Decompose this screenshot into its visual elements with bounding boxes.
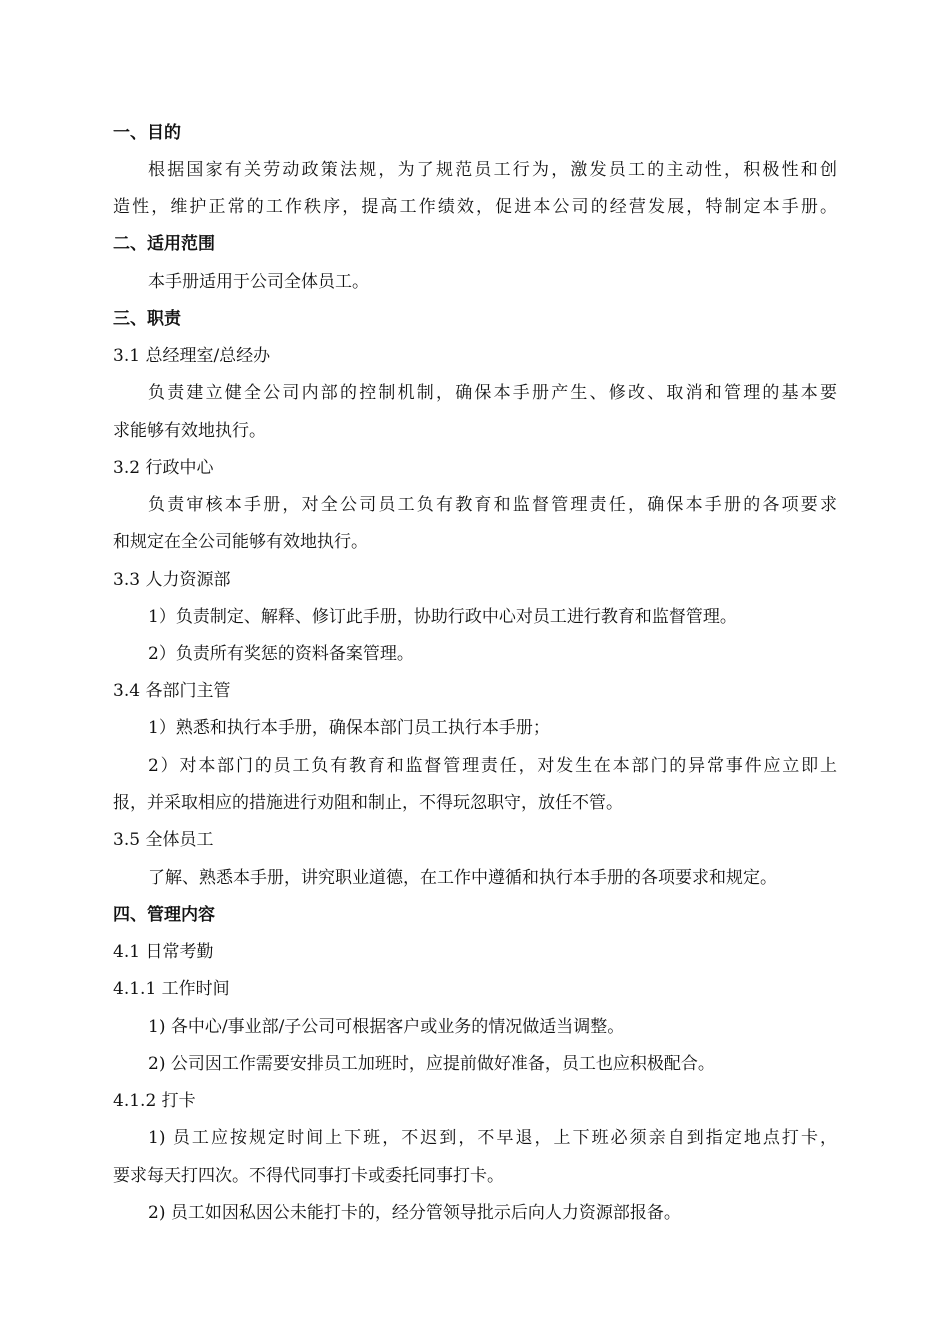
paragraph-line: 负责审核本手册，对全公司员工负有教育和监督管理责任，确保本手册的各项要求 bbox=[148, 495, 837, 515]
subsection-heading: 3.5 全体员工 bbox=[113, 830, 214, 850]
list-item: 2）对本部门的员工负有教育和监督管理责任，对发生在本部门的异常事件应立即上 bbox=[148, 756, 837, 776]
list-item: 2）负责所有奖惩的资料备案管理。 bbox=[148, 644, 414, 664]
list-item: 2) 公司因工作需要安排员工加班时，应提前做好准备，员工也应积极配合。 bbox=[148, 1054, 715, 1074]
paragraph-line: 和规定在全公司能够有效地执行。 bbox=[113, 532, 368, 552]
subsection-heading: 4.1.2 打卡 bbox=[113, 1091, 196, 1111]
section-heading-purpose: 一、目的 bbox=[113, 123, 181, 143]
list-item: 1) 各中心/事业部/子公司可根据客户或业务的情况做适当调整。 bbox=[148, 1017, 625, 1037]
subsection-heading: 4.1.1 工作时间 bbox=[113, 979, 230, 999]
list-item: 1）熟悉和执行本手册，确保本部门员工执行本手册； bbox=[148, 718, 550, 738]
list-item: 1) 员工应按规定时间上下班，不迟到，不早退，上下班必须亲自到指定地点打卡， bbox=[148, 1128, 837, 1148]
subsection-heading: 3.2 行政中心 bbox=[113, 458, 214, 478]
paragraph-line: 根据国家有关劳动政策法规，为了规范员工行为，激发员工的主动性，积极性和创 bbox=[148, 160, 837, 180]
paragraph-line: 求能够有效地执行。 bbox=[113, 421, 266, 441]
subsection-heading: 3.4 各部门主管 bbox=[113, 681, 231, 701]
section-heading-scope: 二、适用范围 bbox=[113, 234, 215, 254]
subsection-heading: 3.1 总经理室/总经办 bbox=[113, 346, 271, 366]
list-item-continuation: 报，并采取相应的措施进行劝阻和制止，不得玩忽职守，放任不管。 bbox=[113, 793, 623, 813]
subsection-heading: 4.1 日常考勤 bbox=[113, 942, 214, 962]
subsection-heading: 3.3 人力资源部 bbox=[113, 570, 231, 590]
paragraph-line: 造性，维护正常的工作秩序，提高工作绩效，促进本公司的经营发展，特制定本手册。 bbox=[113, 197, 837, 217]
list-item-continuation: 要求每天打四次。不得代同事打卡或委托同事打卡。 bbox=[113, 1166, 504, 1186]
list-item: 2) 员工如因私因公未能打卡的，经分管领导批示后向人力资源部报备。 bbox=[148, 1203, 681, 1223]
paragraph-line: 本手册适用于公司全体员工。 bbox=[148, 272, 369, 292]
paragraph-line: 负责建立健全公司内部的控制机制，确保本手册产生、修改、取消和管理的基本要 bbox=[148, 383, 837, 403]
section-heading-duties: 三、职责 bbox=[113, 309, 181, 329]
paragraph-line: 了解、熟悉本手册，讲究职业道德，在工作中遵循和执行本手册的各项要求和规定。 bbox=[148, 868, 777, 888]
list-item: 1）负责制定、解释、修订此手册，协助行政中心对员工进行教育和监督管理。 bbox=[148, 607, 737, 627]
section-heading-management: 四、管理内容 bbox=[113, 905, 215, 925]
